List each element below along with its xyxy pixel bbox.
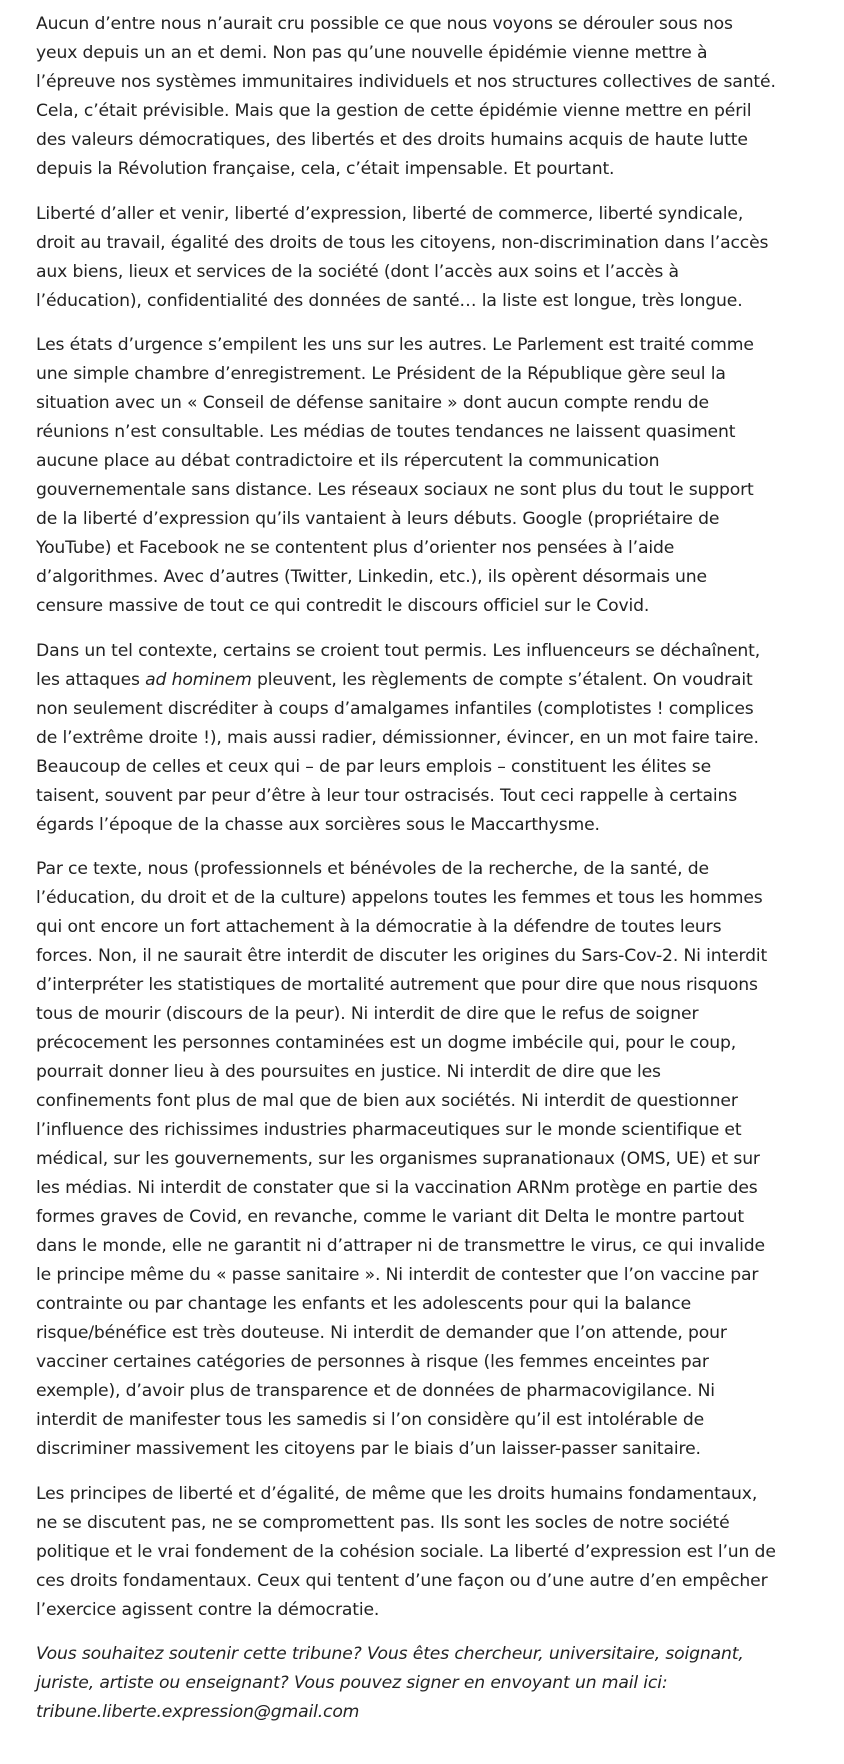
paragraph-context — [36, 637, 776, 840]
emphasis-ad-hominem: ad hominem — [145, 669, 252, 690]
paragraph-liberties-list: Liberté d’aller et venir, liberté d’expression, liberté de commerce, liberté syndicale, droit au travail, égalité des droits de tous les citoyens, non-discrimination dans l’accès aux biens, lieux et services de la société (dont l’accès aux soins et l’accès à l’éducation), confidentialité des données de santé… la liste est longue, très longue. — [36, 203, 769, 311]
paragraph-appeal: Par ce texte, nous (professionnels et bénévoles de la recherche, de la santé, de l’éducation, du droit et de la culture) appelons toutes les femmes et tous les hommes qui ont encore un fort attachement à la démocratie à la défendre de toutes leurs forces. Non, il ne saurait être interdit de discuter les origines du Sars-Cov-2. Ni interdit d’interpréter les statistiques de mortalité autrement que pour dire que nous risquons tous de mourir (discours de la peur). Ni interdit de dire que le refus de soigner précocement les personnes contaminées est un dogme imbécile qui, pour le coup, pourrait donner lieu à des poursuites en justice. Ni interdit de dire que les confinements font plus de mal que de bien aux sociétés. Ni interdit de questionner l’influence des richissimes industries pharmaceutiques sur le monde scientifique et médical, sur les gouvernements, sur les organismes supranationaux (OMS, UE) et sur les médias. Ni interdit de constater que si la vaccination ARNm protège en partie des formes graves de Covid, en revanche, comme le variant dit Delta le montre partout dans le monde, elle ne garantit ni d’attraper ni de transmettre le virus, ce qui invalide le principe même du « passe sanitaire ». Ni interdit de contester que l’on vaccine par contrainte ou par chantage les enfants et les adolescents pour qui la balance risque/bénéfice est très douteuse. Ni interdit de demander que l’on attende, pour vacciner certaines catégories de personnes à risque (les femmes enceintes par exemple), d’avoir plus de transparence et de données de pharmacovigilance. Ni interdit de manifester tous les samedis si l’on considère qu’il est intolérable de discriminer massivement les citoyens par le biais d’un laisser-passer sanitaire. — [36, 859, 768, 1459]
paragraph-state-of-emergency: Les états d’urgence s’empilent les uns sur les autres. Le Parlement est traité comme une simple chambre d’enregistrement. Le Président de la République gère seul la situation avec un « Conseil de défense sanitaire » dont aucun compte rendu de réunions n’est consultable. Les médias de toutes tendances ne laissent quasiment aucune place au débat contradictoire et ils répercutent la communication gouvernementale sans distance. Les réseaux sociaux ne sont plus du tout le support de la liberté d’expression qu’ils vantaient à leurs débuts. Google (propriétaire de YouTube) et Facebook ne se contentent plus d’orienter nos pensées à l’aide d’algorithmes. Avec d’autres (Twitter, Linkedin, etc.), ils opèrent désormais une censure massive de tout ce qui contredit le discours officiel sur le Covid. — [36, 335, 754, 616]
paragraph-principles: Les principes de liberté et d’égalité, de même que les droits humains fondamentaux, ne se discutent pas, ne se compromettent pas. Ils sont les socles de notre société politique et le vrai fondement de la cohésion sociale. La liberté d’expression est l’un de ces droits fondamentaux. Ceux qui tentent d’une façon ou d’une autre d’en empêcher l’exercice agissent contre la démocratie. — [36, 1483, 776, 1620]
article-body — [36, 10, 776, 1727]
paragraph-context-after: pleuvent, les règlements de compte s’étalent. On voudrait non seulement discréditer à coups d’amalgames infantiles (complotistes ! complices de l’extrême droite !), mais aussi radier, démissionner, évincer, en un mot faire taire. Beaucoup de celles et ceux qui – de par leurs emplois – constituent les élites se taisent, souvent par peur d’être à leur tour ostracisés. Tout ceci rappelle à certains égards l’époque de la chasse aux sorcières sous le Maccarthysme. — [36, 669, 759, 835]
paragraph-intro: Aucun d’entre nous n’aurait cru possible ce que nous voyons se dérouler sous nos yeux depuis un an et demi. Non pas qu’une nouvelle épidémie vienne mettre à l’épreuve nos systèmes immunitaires individuels et nos structures collectives de santé. Cela, c’était prévisible. Mais que la gestion de cette épidémie vienne mettre en péril des valeurs démocratiques, des libertés et des droits humains acquis de haute lutte depuis la Révolution française, cela, c’était impensable. Et pourtant. — [36, 14, 776, 179]
paragraph-context-before: Dans un tel contexte, certains se croient tout permis. Les influenceurs se déchaînent, les attaques — [36, 640, 761, 690]
call-to-action: Vous souhaitez soutenir cette tribune? Vous êtes chercheur, universitaire, soignant, juriste, artiste ou enseignant? Vous pouvez signer en envoyant un mail ici: tribune.liberte.expression@gmail.com — [36, 1644, 744, 1722]
